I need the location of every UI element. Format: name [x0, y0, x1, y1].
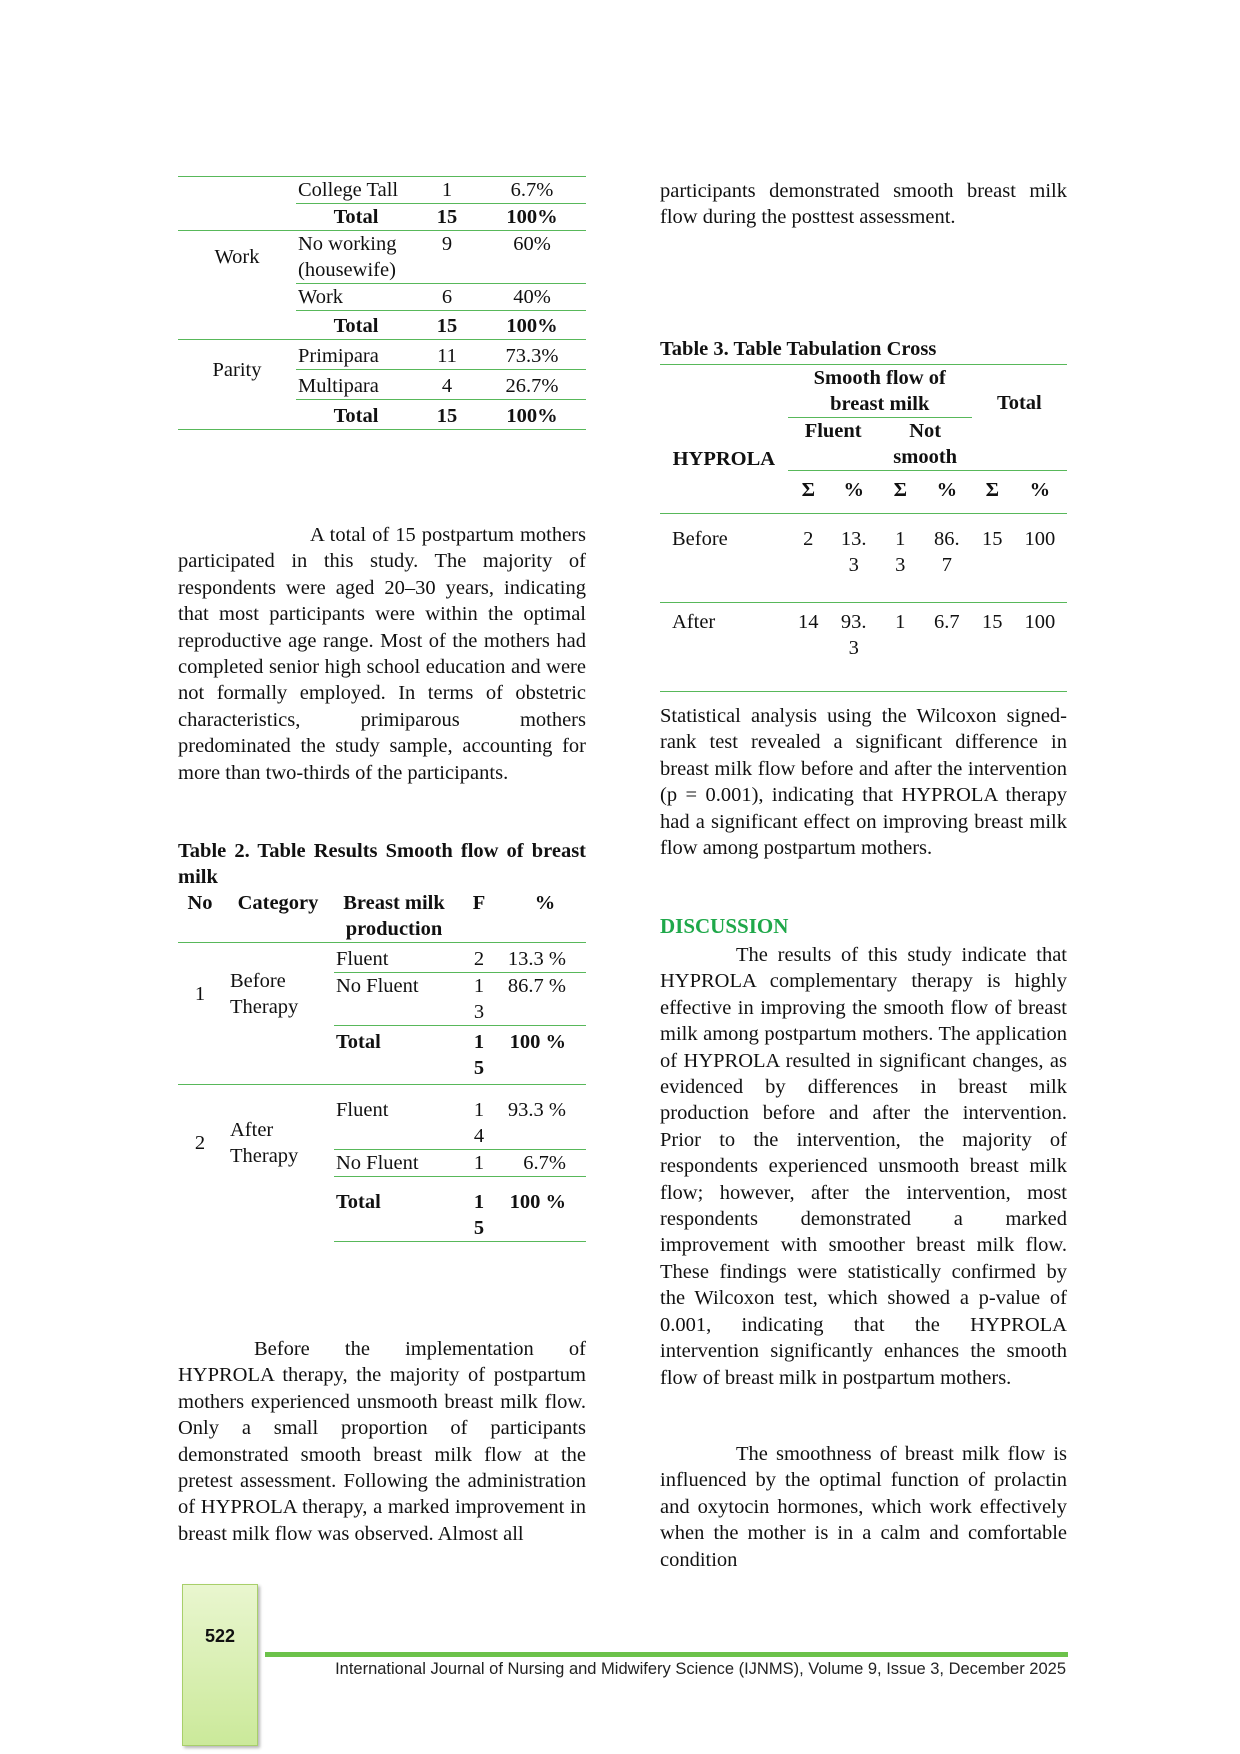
table-cell-f: 14: [473, 1099, 485, 1147]
table-cell-label: No Fluent: [334, 973, 454, 1026]
table-cell-f: 15: [454, 1026, 504, 1085]
table-cell-category: Parity: [212, 358, 262, 381]
table-cell-pct: 93.3 %: [507, 1099, 566, 1121]
table-header-f: F: [454, 890, 504, 943]
table-cell-category: After Therapy: [222, 1085, 334, 1242]
table-cell-pct: 6.7%: [504, 1150, 586, 1177]
table-header-pct: %: [922, 471, 972, 514]
table-header-sigma: Σ: [788, 471, 829, 514]
table-cell-pct: 13.3 %: [507, 948, 566, 970]
table-cell-pct: 100%: [478, 400, 586, 430]
table-cell-label: College Tall: [296, 177, 416, 204]
results-paragraph: A total of 15 postpartum mothers participated in this study. The majority of respondents were aged 20–30 years, indicating that most participants were within the optimal reproductive age range. Most of the mothers had completed senior high school education and were not formally employed. In terms of obstetric characteristics, primiparous mothers predominated the study sample, accounting for more than two-thirds of the participants.: [178, 524, 586, 784]
table-header-pct: %: [504, 890, 586, 943]
hormone-paragraph: The smoothness of breast milk flow is influenced by the optimal function of prolactin and oxytocin hormones, which work effectively when the mother is in a calm and comfortable condition: [660, 1443, 1067, 1571]
table-cell-f: 6: [416, 284, 478, 311]
discussion-paragraph: The results of this study indicate that HYPROLA complementary therapy is highly effective in improving the smooth flow of breast milk among postpartum mothers. The application of HYPROLA resulted in significant changes, as evidenced by differences in breast milk production before and after the intervention. Prior to the intervention, the majority of respondents experienced unsmooth breast milk flow; however, after the intervention, most respondents demonstrated a marked improvement with smoother breast milk flow. These findings were statistically confirmed by the Wilcoxon test, which showed a p-value of 0.001, indicating that the HYPROLA intervention significantly enhances the smooth flow of breast milk in postpartum mothers.: [660, 944, 1067, 1389]
table-cell-total-pct: 100: [1013, 514, 1067, 603]
table-header-pct: %: [829, 471, 879, 514]
table-cell-category: Work: [214, 245, 260, 268]
table-row: [178, 177, 586, 204]
page-number: 522: [204, 1626, 236, 1646]
table-cell-pct: 60%: [513, 233, 551, 255]
table-cell-f: 15: [416, 204, 478, 231]
table-cell-f: 13: [454, 973, 504, 1026]
table-cell-label: Work: [296, 284, 416, 311]
table-cell-label: No working (housewife): [298, 233, 397, 281]
table-row: [178, 340, 586, 370]
table-cell-not-smooth-n: 1: [879, 603, 922, 692]
table-row: [178, 400, 586, 430]
table-cell-pct: 100%: [478, 204, 586, 231]
table-header-not-smooth: Not smooth: [879, 418, 972, 471]
table-cell-pct: 73.3%: [505, 345, 559, 367]
table-row: [660, 514, 1067, 603]
page-number-tab: [182, 1584, 258, 1746]
table-cell-category: Before Therapy: [230, 969, 299, 1018]
table-row: [660, 603, 1067, 692]
table-cell-f: 9: [441, 233, 453, 255]
table-cell-no: 2: [178, 1085, 222, 1242]
table-3-caption: Table 3. Table Tabulation Cross: [660, 338, 937, 360]
table-header-row: [178, 890, 586, 943]
table-cell-total-n: 15: [972, 514, 1013, 603]
table-header-fluent: Fluent: [788, 418, 879, 471]
table-cell-label: Total: [296, 204, 416, 231]
table-cell-f: 4: [416, 370, 478, 400]
table-cell-label: Total: [296, 400, 416, 430]
table-header-no: No: [178, 890, 222, 943]
table-cell-not-smooth-pct: 86.7: [922, 514, 972, 603]
table-header-breast-milk: Breast milk production: [334, 890, 454, 943]
table-cell-f: 2: [473, 948, 485, 970]
table-cell-pct: 100 %: [504, 1026, 586, 1085]
therapy-paragraph: Before the implementation of HYPROLA therapy, the majority of postpartum mothers experienced unsmooth breast milk flow. Only a small proportion of participants demonstrated smooth breast milk flow at the pretest assessment. Following the administration of HYPROLA therapy, a marked improvement in breast milk flow was observed. Almost all: [178, 1338, 586, 1545]
table-row: [178, 1085, 586, 1150]
table-cell-f: 11: [437, 345, 457, 367]
table-cell-pct: 100 %: [504, 1177, 586, 1242]
table-cell-pct: 86.7 %: [504, 973, 586, 1026]
table-cell-label: No Fluent: [334, 1150, 454, 1177]
table-header-sigma: Σ: [972, 471, 1013, 514]
table-cell-f: 1: [416, 177, 478, 204]
table-cell-f: 15: [454, 1177, 504, 1242]
table-cell-f: 1: [454, 1150, 504, 1177]
table-2-caption: Table 2. Table Results Smooth flow of breast milk: [178, 840, 586, 888]
table-cell-label: Fluent: [336, 948, 389, 970]
table-cell-label: Total: [334, 1177, 454, 1242]
table-row: [178, 204, 586, 231]
discussion-heading: DISCUSSION: [660, 914, 789, 938]
statistics-paragraph: Statistical analysis using the Wilcoxon signed-rank test revealed a significant difference in breast milk flow before and after the intervention (p = 0.001), indicating that HYPROLA therapy had a significant effect on improving breast milk flow among postpartum mothers.: [660, 705, 1067, 860]
table-cell-label: After: [660, 603, 788, 692]
table-cell-not-smooth-pct: 6.7: [922, 603, 972, 692]
table-cell-fluent-pct: 13.3: [829, 514, 879, 603]
table-3: [660, 364, 1067, 692]
table-cell-label: Total: [296, 311, 416, 340]
table-row: [178, 943, 586, 973]
table-header-smooth-flow: Smooth flow of breast milk: [788, 365, 972, 418]
table-cell-fluent-n: 14: [788, 603, 829, 692]
table-row: [178, 311, 586, 340]
table-header-pct: %: [1013, 471, 1067, 514]
table-cell-label: Before: [660, 514, 788, 603]
table-1-continued: [178, 176, 586, 430]
table-cell-label: Primipara: [298, 345, 379, 367]
table-cell-total-n: 15: [972, 603, 1013, 692]
table-cell-pct: 40%: [478, 284, 586, 311]
table-2: [178, 890, 586, 1242]
table-header-category: Category: [222, 890, 334, 943]
table-cell-pct: 100%: [478, 311, 586, 340]
table-cell-fluent-n: 2: [788, 514, 829, 603]
table-header-sigma: Σ: [879, 471, 922, 514]
footer-rule: [265, 1652, 1068, 1657]
table-cell-no: 1: [194, 982, 206, 1005]
table-cell-total-pct: 100: [1013, 603, 1067, 692]
journal-citation: International Journal of Nursing and Midwifery Science (IJNMS), Volume 9, Issue 3, December 2025: [335, 1660, 1066, 1678]
table-cell-label: Multipara: [296, 370, 416, 400]
table-cell-label: Fluent: [336, 1099, 389, 1121]
table-header-hyprola: HYPROLA: [660, 365, 788, 514]
table-cell-f: 15: [416, 311, 478, 340]
table-cell-fluent-pct: 93.3: [829, 603, 879, 692]
table-cell-f: 15: [416, 400, 478, 430]
table-cell-pct: 6.7%: [478, 177, 586, 204]
posttest-paragraph: participants demonstrated smooth breast milk flow during the posttest assessment.: [660, 180, 1067, 229]
table-header-total: Total: [972, 365, 1067, 471]
table-cell-not-smooth-n: 13: [879, 514, 922, 603]
table-cell-pct: 26.7%: [478, 370, 586, 400]
table-row: [178, 231, 586, 284]
table-cell-label: Total: [334, 1026, 454, 1085]
